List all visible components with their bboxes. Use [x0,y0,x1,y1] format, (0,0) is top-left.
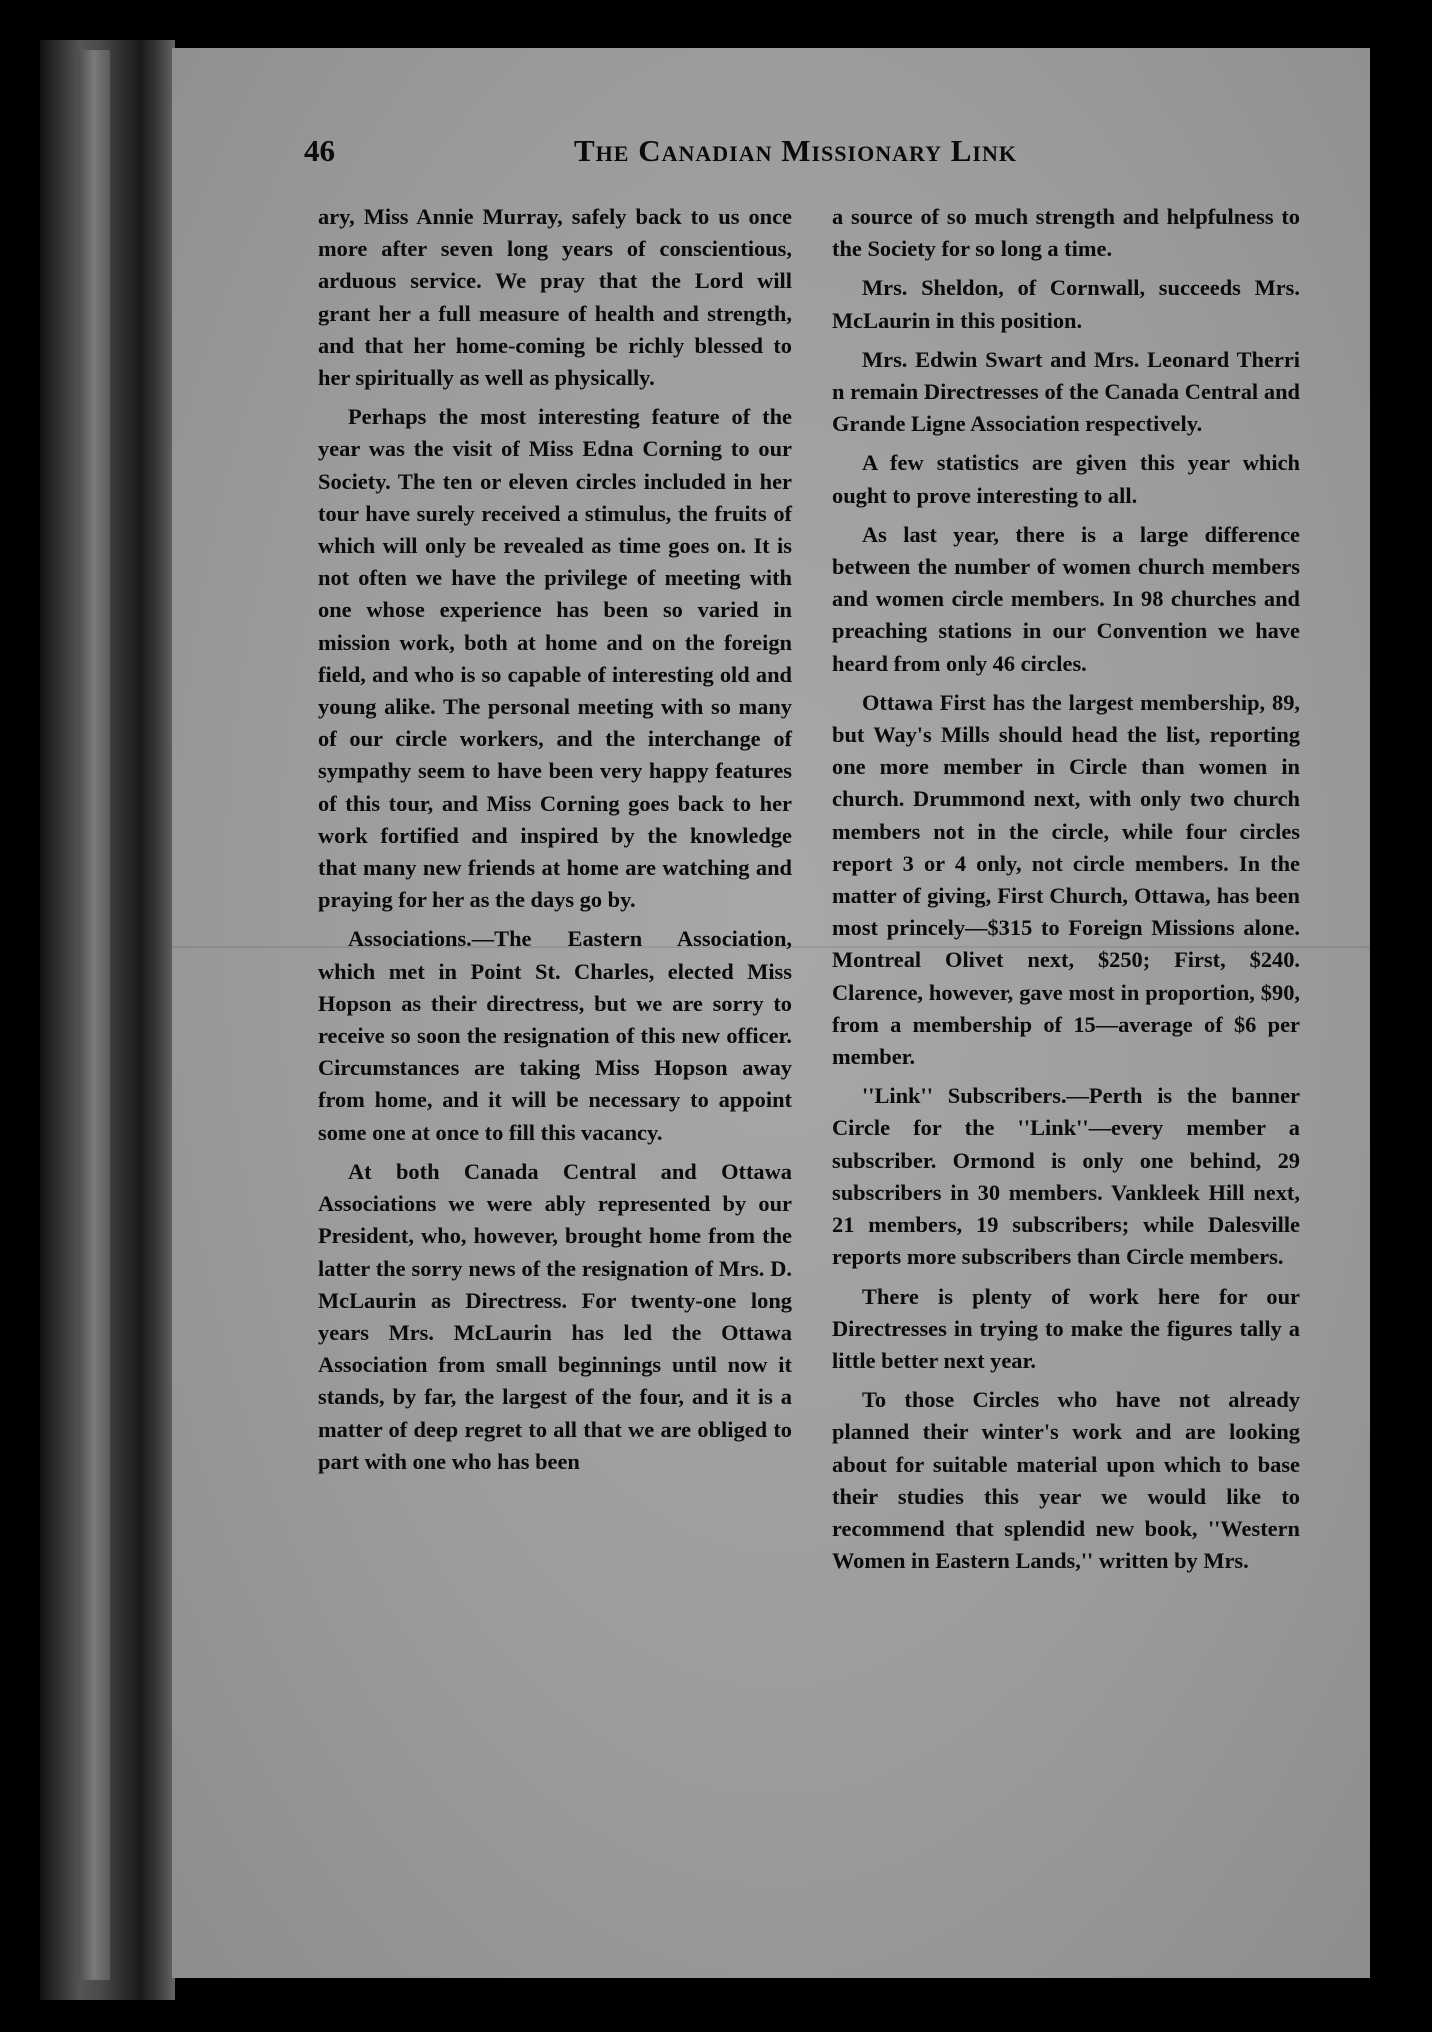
paragraph: Mrs. Edwin Swart and Mrs. Leonard Therri n remain Directresses of the Canada Central and Grande Ligne Association respectively. [832,346,1300,437]
scan-border [1370,48,1432,2008]
paragraph: ary, Miss Annie Murray, safely back to us once more after seven long years of conscientious, arduous service. We pray that the Lord will grant her a full measure of health and strength, and that her home-coming be richly blessed to her spiritually as well as physically. [318,204,792,391]
running-title: The Canadian Missionary Link [574,133,1017,168]
scanned-page [172,48,1382,1978]
page-header [304,133,1224,183]
paragraph: There is plenty of work here for our Directresses in trying to make the figures tally a little better next year. [832,1283,1300,1373]
binding-spine-edge [78,50,110,1980]
paragraph: At both Canada Central and Ottawa Associations we were ably represented by our President, who, however, brought home from the latter the sorry news of the resignation of Mrs. D. McLaurin as Directress. For twenty-one long years Mrs. McLaurin has led the Ottawa Association from small beginnings until now it stands, by far, the largest of the four, and it is a matter of deep regret to all that we are obliged to part with one who has been [318,1158,792,1474]
paragraph: ''Link'' Subscribers.—Perth is the banner Circle for the ''Link''—every member a subscriber. Ormond is only one behind, 29 subscribers in 30 members. Vankleek Hill next, 21 members, 19 subscribers; while Dalesville reports more subscribers than Circle members. [832,1083,1300,1270]
page-number: 46 [304,133,335,168]
paragraph: Perhaps the most interesting feature of the year was the visit of Miss Edna Corning to our Society. The ten or eleven circles included in her tour have surely received a stimulus, the fruits of which will only be revealed as time goes on. It is not often we have the privilege of meeting with one whose experience has been so varied in mission work, both at home and on the foreign field, and who is so capable of interesting old and young alike. The personal meeting with so many of our circle workers, and the interchange of sympathy seem to have been very happy features of this tour, and Miss Corning goes back to her work fortified and inspired by the knowledge that many new friends at home are watching and praying for her as the days go by. [318,404,792,913]
paragraph: Ottawa First has the largest membership, 89, but Way's Mills should head the list, reporting one more member in Circle than women in church. Drummond next, with only two church members not in the circle, while four circles report 3 or 4 only, not circle members. In the matter of giving, First Church, Ottawa, has been most princely—$315 to Foreign Missions alone. Montreal Olivet next, $250; First, $240. Clarence, however, gave most in proportion, $90, from a membership of 15—average of $6 per member. [832,689,1300,1070]
right-column [832,201,1300,1584]
left-column [318,201,792,1485]
paragraph: A few statistics are given this year which ought to prove interesting to all. [832,450,1300,508]
paragraph: a source of so much strength and helpfulness to the Society for so long a time. [832,204,1300,262]
paragraph: Associations.—The Eastern Association, which met in Point St. Charles, elected Miss Hopson as their directress, but we are sorry to receive so soon the resignation of this new officer. Circumstances are taking Miss Hopson away from home, and it will be necessary to appoint some one at once to fill this vacancy. [318,926,792,1145]
paragraph: Mrs. Sheldon, of Cornwall, succeeds Mrs. McLaurin in this position. [832,275,1300,333]
paragraph: As last year, there is a large difference between the number of women church members and women circle members. In 98 churches and preaching stations in our Convention we have heard from only 46 circles. [832,521,1300,676]
paragraph: To those Circles who have not already planned their winter's work and are looking about for suitable material upon which to base their studies this year we would like to recommend that splendid new book, ''Western Women in Eastern Lands,'' written by Mrs. [832,1387,1300,1574]
